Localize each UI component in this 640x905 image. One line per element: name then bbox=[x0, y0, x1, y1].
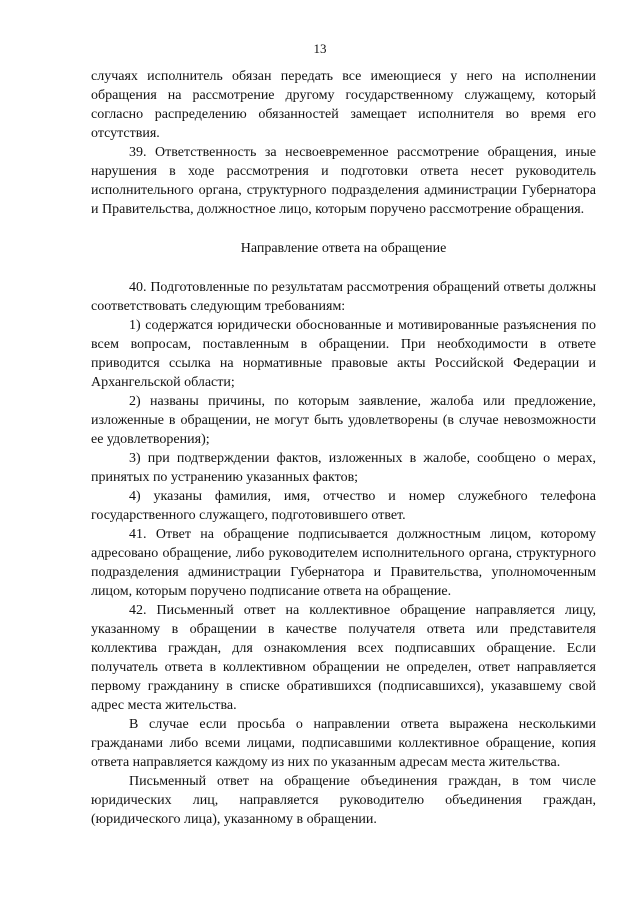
paragraph-42: 42. Письменный ответ на коллективное обращение направляется лицу, указанному в обращении в качестве получателя ответа или представителя коллектива граждан, для ознакомления всех подписавших обращение. Если получатель ответа в коллективном обращении не определен, ответ направляется первому гражданину в списке обратившихся (подписавшихся), указавшему свой адрес места жительства. bbox=[91, 603, 596, 713]
list-item-2: 2) названы причины, по которым заявление, жалоба или предложение, изложенные в обращении, не могут быть удовлетворены (в случае невозможности ее удовлетворения); bbox=[91, 394, 596, 447]
paragraph-40: 40. Подготовленные по результатам рассмотрения обращений ответы должны соответствовать следующим требованиям: bbox=[91, 280, 596, 314]
list-item-1: 1) содержатся юридически обоснованные и мотивированные разъяснения по всем вопросам, поставленным в обращении. При необходимости в ответе приводится ссылка на нормативные правовые акты Российской Федерации и Архангельской области; bbox=[91, 318, 596, 390]
list-item-3: 3) при подтверждении фактов, изложенных в жалобе, сообщено о мерах, принятых по устранению указанных фактов; bbox=[91, 451, 596, 485]
paragraph-collective-request: В случае если просьба о направлении ответа выражена несколькими гражданами либо всеми лицами, подписавшими коллективное обращение, копия ответа направляется каждому из них по указанным адресам места жительства. bbox=[91, 717, 596, 770]
paragraph-39: 39. Ответственность за несвоевременное рассмотрение обращения, иные нарушения в ходе рассмотрения и подготовки ответа несет руководитель исполнительного органа, структурного подразделения администрации Губернатора и Правительства, должностное лицо, которым поручено рассмотрение обращения. bbox=[91, 145, 596, 217]
paragraph-41: 41. Ответ на обращение подписывается должностным лицом, которому адресовано обращение, либо руководителем исполнительного органа, структурного подразделения администрации Губернатора и Правительства, уполномоченным лицом, которым поручено подписание ответа на обращение. bbox=[91, 527, 596, 599]
page-number: 13 bbox=[313, 41, 327, 56]
list-item-4: 4) указаны фамилия, имя, отчество и номер служебного телефона государственного служащего, подготовившего ответ. bbox=[91, 489, 596, 523]
paragraph-continuation: случаях исполнитель обязан передать все имеющиеся у него на исполнении обращения на рассмотрение другому государственному служащему, который согласно распределению обязанностей замещает исполнителя во время его отсутствия. bbox=[91, 69, 596, 141]
paragraph-association-answer: Письменный ответ на обращение объединения граждан, в том числе юридических лиц, направляется руководителю объединения граждан, (юридического лица), указанному в обращении. bbox=[91, 774, 596, 827]
document-body bbox=[91, 67, 596, 829]
section-heading: Направление ответа на обращение bbox=[240, 241, 447, 256]
